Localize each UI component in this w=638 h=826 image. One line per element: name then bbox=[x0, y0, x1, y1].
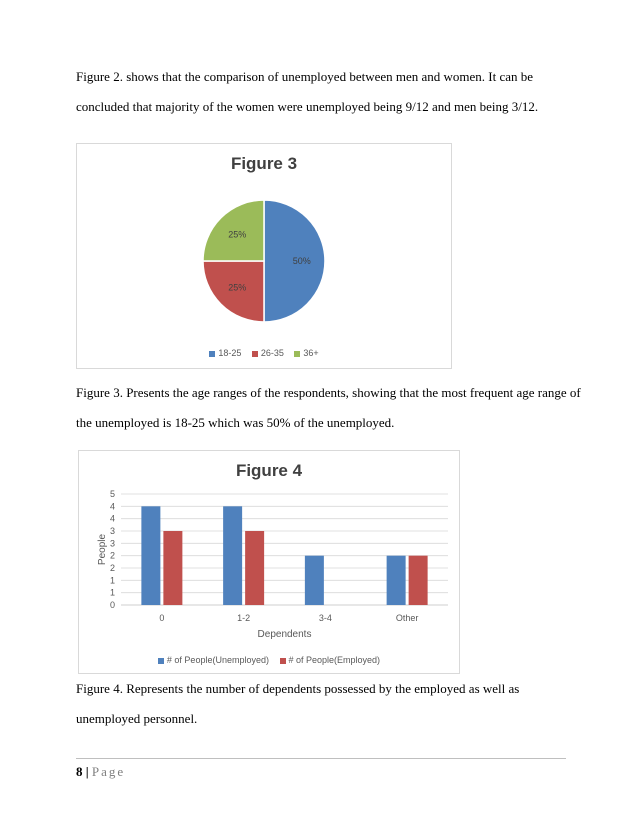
x-tick-label: 1-2 bbox=[237, 613, 251, 623]
y-tick-label: 0 bbox=[109, 600, 115, 610]
bar-unemployed bbox=[141, 506, 160, 605]
y-tick-label: 4 bbox=[109, 513, 115, 524]
legend-label: # of People(Employed) bbox=[288, 655, 381, 665]
x-tick-label: Other bbox=[395, 613, 419, 623]
x-tick-label: 3-4 bbox=[318, 613, 332, 623]
legend-label: 18-25 bbox=[218, 348, 242, 358]
y-tick-label: 3 bbox=[109, 538, 115, 549]
bar-employed bbox=[409, 556, 428, 605]
pie-plot bbox=[77, 144, 451, 368]
x-tick-label: 0 bbox=[159, 613, 165, 623]
y-tick-label: 2 bbox=[109, 550, 115, 561]
legend-item bbox=[252, 348, 284, 358]
chart-title: Figure 4 bbox=[235, 461, 303, 480]
paragraph-figure3 bbox=[76, 378, 581, 438]
legend-item bbox=[294, 348, 318, 358]
footer-separator: | bbox=[85, 764, 89, 779]
bar-legend bbox=[79, 655, 459, 665]
paragraph-line: unemployed personnel. bbox=[76, 711, 198, 726]
bar-employed bbox=[163, 531, 182, 605]
paragraph-figure4 bbox=[76, 674, 566, 734]
bar-employed bbox=[245, 531, 264, 605]
paragraph-line: Figure 4. Represents the number of dependents possessed by the employed as well as bbox=[76, 681, 520, 696]
legend-swatch bbox=[294, 351, 300, 357]
legend-item bbox=[280, 655, 381, 665]
pie-data-label: 25% bbox=[228, 229, 247, 240]
page-number: 8 bbox=[76, 764, 83, 779]
pie-data-label: 25% bbox=[228, 282, 247, 293]
pie-chart-figure3 bbox=[76, 143, 452, 369]
y-tick-label: 5 bbox=[109, 489, 115, 499]
legend-label: # of People(Unemployed) bbox=[166, 655, 269, 665]
page-word: Page bbox=[91, 764, 126, 779]
legend-swatch bbox=[280, 658, 286, 664]
legend-swatch bbox=[209, 351, 215, 357]
legend-label: 36+ bbox=[303, 348, 319, 358]
legend-swatch bbox=[252, 351, 258, 357]
legend-label: 26-35 bbox=[260, 348, 284, 358]
pie-legend bbox=[77, 348, 451, 358]
paragraph-line: Figure 3. Presents the age ranges of the respondents, showing that the most frequent age range of bbox=[76, 385, 581, 400]
legend-item bbox=[158, 655, 269, 665]
y-tick-label: 2 bbox=[109, 563, 115, 573]
legend-swatch bbox=[158, 658, 164, 664]
x-axis-label: Dependents bbox=[257, 629, 312, 640]
pie-data-label: 50% bbox=[292, 256, 311, 266]
paragraph-line: the unemployed is 18-25 which was 50% of the unemployed. bbox=[76, 415, 395, 430]
y-tick-label: 4 bbox=[109, 501, 115, 512]
bar-plot bbox=[79, 451, 459, 673]
y-tick-label: 1 bbox=[109, 575, 115, 586]
paragraph-line: Figure 2. shows that the comparison of unemployed between men and women. It can be bbox=[76, 69, 534, 84]
bar-chart-figure4 bbox=[78, 450, 460, 674]
bar-unemployed bbox=[387, 556, 406, 605]
bar-unemployed bbox=[223, 506, 242, 605]
paragraph-figure2 bbox=[76, 62, 566, 122]
footer-divider bbox=[76, 758, 566, 759]
page-footer bbox=[76, 764, 125, 780]
paragraph-line: concluded that majority of the women were unemployed being 9/12 and men being 3/12. bbox=[76, 99, 539, 114]
y-axis-label: People bbox=[97, 533, 108, 566]
y-tick-label: 3 bbox=[109, 526, 115, 536]
legend-item bbox=[209, 348, 241, 358]
chart-title: Figure 3 bbox=[230, 154, 298, 173]
bar-unemployed bbox=[305, 556, 324, 605]
y-tick-label: 1 bbox=[109, 587, 115, 598]
